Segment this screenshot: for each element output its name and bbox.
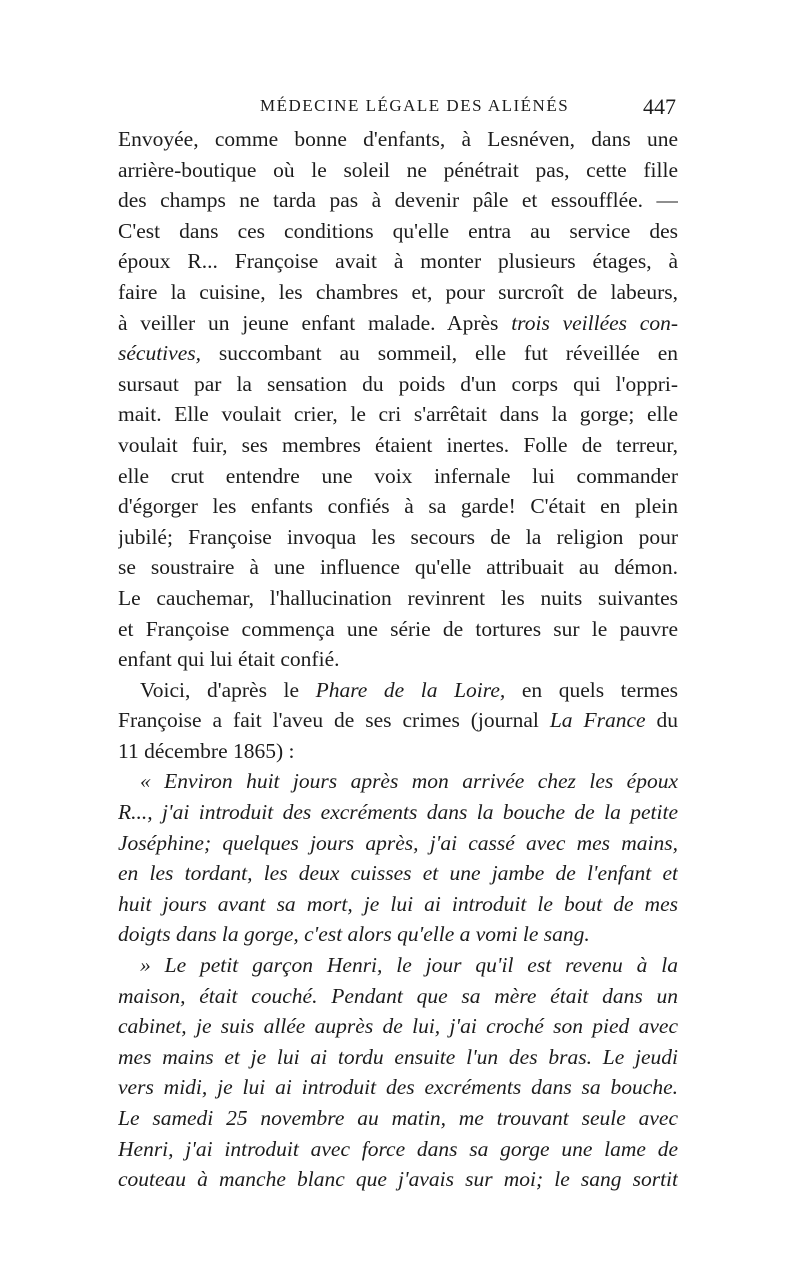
quoted-line: vers midi, je lui ai introduit des excréments dans sa bouche. (118, 1075, 678, 1100)
text-line: faire la cuisine, les chambres et, pour surcroît de labeurs, (118, 279, 678, 304)
text-line: elle crut entendre une voix infernale lui commander (118, 463, 678, 488)
text-line: voulait fuir, ses membres étaient inertes. Folle de terreur, (118, 432, 678, 457)
quoted-line: » Le petit garçon Henri, le jour qu'il est revenu à la (140, 953, 678, 978)
body-text (118, 124, 678, 1195)
page-header (118, 94, 678, 124)
quoted-line: Joséphine; quelques jours après, j'ai cassé avec mes mains, (118, 830, 678, 855)
text-line: se soustraire à une influence qu'elle attribuait au démon. (118, 555, 678, 580)
quoted-line: « Environ huit jours après mon arrivée chez les époux (140, 769, 678, 794)
text-line: mait. Elle voulait crier, le cri s'arrêtait dans la gorge; elle (118, 402, 678, 427)
quoted-line: maison, était couché. Pendant que sa mère était dans un (118, 983, 678, 1008)
italic-phrase: trois veillées con- (511, 310, 678, 335)
text-line: C'est dans ces conditions qu'elle entra au service des (118, 218, 678, 243)
text-line: des champs ne tarda pas à devenir pâle et essoufflée. — (118, 188, 678, 213)
page-number: 447 (643, 94, 676, 119)
text-line: Françoise a fait l'aveu de ses crimes (journal La France du (118, 708, 678, 733)
italic-phrase: Phare de la Loire, (315, 677, 506, 702)
text-line: Le cauchemar, l'hallucination revinrent les nuits suivantes (118, 585, 678, 610)
quoted-line: Le samedi 25 novembre au matin, me trouvant seule avec (118, 1106, 678, 1130)
quoted-line: huit jours avant sa mort, je lui ai introduit le bout de mes (118, 891, 678, 916)
text-line: Envoyée, comme bonne d'enfants, à Lesnéven, dans une (118, 127, 678, 151)
quoted-line: Henri, j'ai introduit avec force dans sa gorge une lame de (118, 1136, 678, 1161)
running-title: MÉDECINE LÉGALE DES ALIÉNÉS (260, 96, 570, 115)
quoted-line: R..., j'ai introduit des excréments dans la bouche de la petite (118, 800, 678, 825)
text-line: Voici, d'après le Phare de la Loire, en quels termes (140, 677, 678, 702)
italic-phrase: La France (549, 708, 646, 733)
text-line: d'égorger les enfants confiés à sa garde! C'était en plein (118, 494, 678, 519)
text-line: et Françoise commença une série de tortures sur le pauvre (118, 616, 678, 641)
quoted-line: couteau à manche blanc que j'avais sur moi; le sang sortit (118, 1167, 678, 1192)
text-line: à veiller un jeune enfant malade. Après trois veillées con- (118, 310, 678, 335)
text-line: 11 décembre 1865) : (118, 738, 295, 763)
quoted-line: mes mains et je lui ai tordu ensuite l'un des bras. Le jeudi (118, 1044, 678, 1069)
quoted-line: en les tordant, les deux cuisses et une jambe de l'enfant et (118, 861, 678, 886)
italic-phrase: sécutives, (118, 341, 201, 366)
quoted-line: cabinet, je suis allée auprès de lui, j'ai croché son pied avec (118, 1014, 678, 1039)
text-line: époux R... Françoise avait à monter plusieurs étages, à (118, 249, 678, 274)
text-line: enfant qui lui était confié. (118, 647, 340, 672)
text-line: sursaut par la sensation du poids d'un corps qui l'oppri- (118, 371, 678, 396)
text-line: jubilé; Françoise invoqua les secours de la religion pour (118, 524, 678, 549)
text-line: arrière-boutique où le soleil ne pénétrait pas, cette fille (118, 157, 678, 182)
quoted-line: doigts dans la gorge, c'est alors qu'elle a vomi le sang. (118, 922, 590, 947)
text-line: sécutives, succombant au sommeil, elle fut réveillée en (118, 341, 678, 366)
